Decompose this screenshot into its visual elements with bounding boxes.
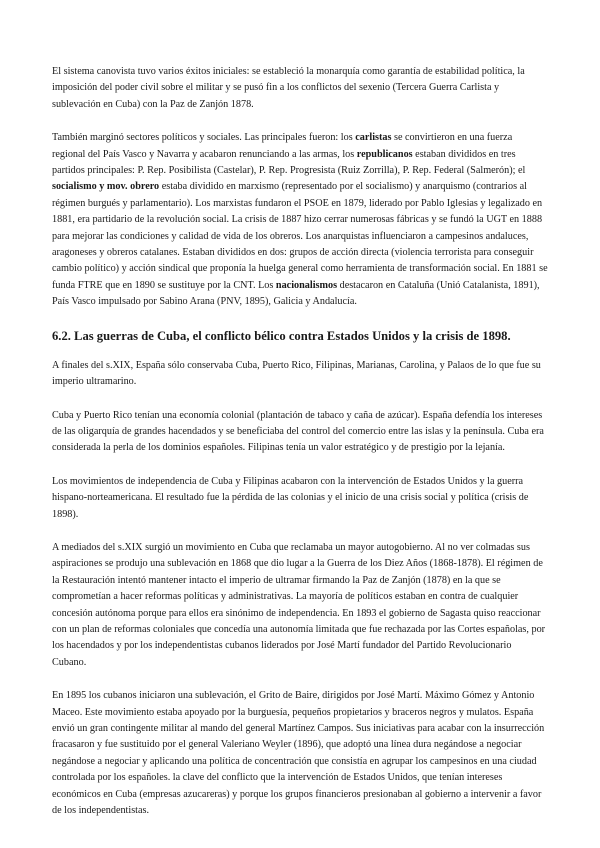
text-span: También marginó sectores políticos y sociales. Las principales fueron: los bbox=[52, 132, 356, 144]
text-span: se convirtieron en una fuerza regional del País Vasco y Navarra y acabaron renunciando a las armas, los bbox=[52, 132, 513, 160]
text-span: destacaron en Cataluña (Unió Catalanista, 1891), País Vasco impulsado por Sabino Arana (PNV, 1895), Galicia y Andalucía. bbox=[52, 279, 540, 308]
section-heading: 6.2. Las guerras de Cuba, el conflicto bélico contra Estados Unidos y la crisis de 1898. bbox=[52, 328, 511, 343]
paragraph-colonial-economy: Cuba y Puerto Rico tenían una economía colonial (plantación de tabaco y caña de azúcar). España defendía los intereses de las oligarquía de grandes hacendados y se beneficiaba del control del comercio entre las islas y la península. Cuba era considerada la perla de los dominios españoles. Filipinas tenía un valor estratégico y de prestigio por la lejanía. bbox=[52, 409, 544, 454]
paragraph-marginalized-sectors bbox=[52, 130, 548, 310]
bold-term-socialismo: socialismo y mov. obrero bbox=[52, 181, 160, 193]
paragraph-independence-movements: Los movimientos de independencia de Cuba y Filipinas acabaron con la intervención de Estados Unidos y la guerra hispano-norteamericana. El resultado fue la pérdida de las colonias y el inicio de una crisis social y política (crisis de 1898). bbox=[52, 475, 529, 520]
bold-term-nacionalismos: nacionalismos bbox=[275, 279, 338, 291]
paragraph-remaining-colonies: A finales del s.XIX, España sólo conservaba Cuba, Puerto Rico, Filipinas, Marianas, Carolina, y Palaos de lo que fue su imperio ultramarino. bbox=[52, 359, 541, 388]
paragraph-cuban-autonomy: A mediados del s.XIX surgió un movimiento en Cuba que reclamaba un mayor autogobierno. Al no ver colmadas sus aspiraciones se produjo una sublevación en 1868 que dio lugar a la Guerra de los Diez Años (1868-1878). El régimen de la Restauración intentó mantener intacto el imperio de ultramar firmando la Paz de Zanjón (1878) en la que se comprometían a hacer reformas políticas y administrativas. La mayoría de políticos estaban en contra de cualquier concesión autónoma porque para ellos era sinónimo de independencia. En 1893 el gobierno de Sagasta quiso reaccionar con un plan de reformas coloniales que concedía una autonomía limitada que fue rechazada por las Cortes españolas, por los hacendados y por los independentistas cubanos liderados por José Martí fundador del Partido Revolucionario Cubano. bbox=[52, 541, 546, 668]
bold-term-republicanos: republicanos bbox=[356, 148, 413, 160]
paragraph-grito-de-baire: En 1895 los cubanos iniciaron una sublevación, el Grito de Baire, dirigidos por José Martí. Máximo Gómez y Antonio Maceo. Este movimiento estaba apoyado por la burguesía, pequeños propietarios y braceros negros y mulatos. España envió un gran contingente militar al mando del general Martínez Campos. Sus iniciativas para acabar con la insurrección fracasaron y fue sustituido por el general Valeriano Weyler (1896), que adoptó una línea dura negándose a negociar negándose a negociar y aplicando una política de concentración que consistía en agrupar los campesinos en una ciudad controlada por los españoles. la clave del conflicto que la intervención de Estados Unidos, que tenían intereses económicos en Cuba (empresas azucareras) y porque los grupos financieros presionaban al gobierno a intervenir a favor de los independentistas. bbox=[52, 690, 545, 817]
text-span: estaba dividido en marxismo (representado por el socialismo) y anarquismo (contrarios al régimen burgués y parlamentario). Los marxistas fundaron el PSOE en 1879, liderado por Pablo Iglesias y legalizado en 1881, era partidario de la revolución social. La crisis de 1887 hizo cerrar numerosas fábricas y se fundó la UGT en 1888 para mejorar las condiciones y calidad de vida de los obreros. Los anarquistas influenciaron a campesinos andaluces, aragoneses y obreros catalanes. Estaban divididos en dos: grupos de acción directa (violencia terrorista para conseguir cambio político) y acción sindical que proponía la huelga general como herramienta de transformación social. En 1881 se funda FTRE que en 1890 se sustituye por la CNT. Los bbox=[52, 181, 548, 291]
text-span: estaban divididos en tres partidos principales: P. Rep. Posibilista (Castelar), P. Rep. Progresista (Ruiz Zorrilla), P. Rep. Federal (Salmerón); el bbox=[52, 148, 526, 177]
bold-term-carlistas: carlistas bbox=[355, 132, 392, 144]
paragraph-canovista-successes: El sistema canovista tuvo varios éxitos iniciales: se estableció la monarquía como garantía de estabilidad política, la imposición del poder civil sobre el militar y se pusó fin a los conflictos del sexenio (Tercera Guerra Carlista y sublevación en Cuba) con la Paz de Zanjón 1878. bbox=[52, 66, 525, 110]
